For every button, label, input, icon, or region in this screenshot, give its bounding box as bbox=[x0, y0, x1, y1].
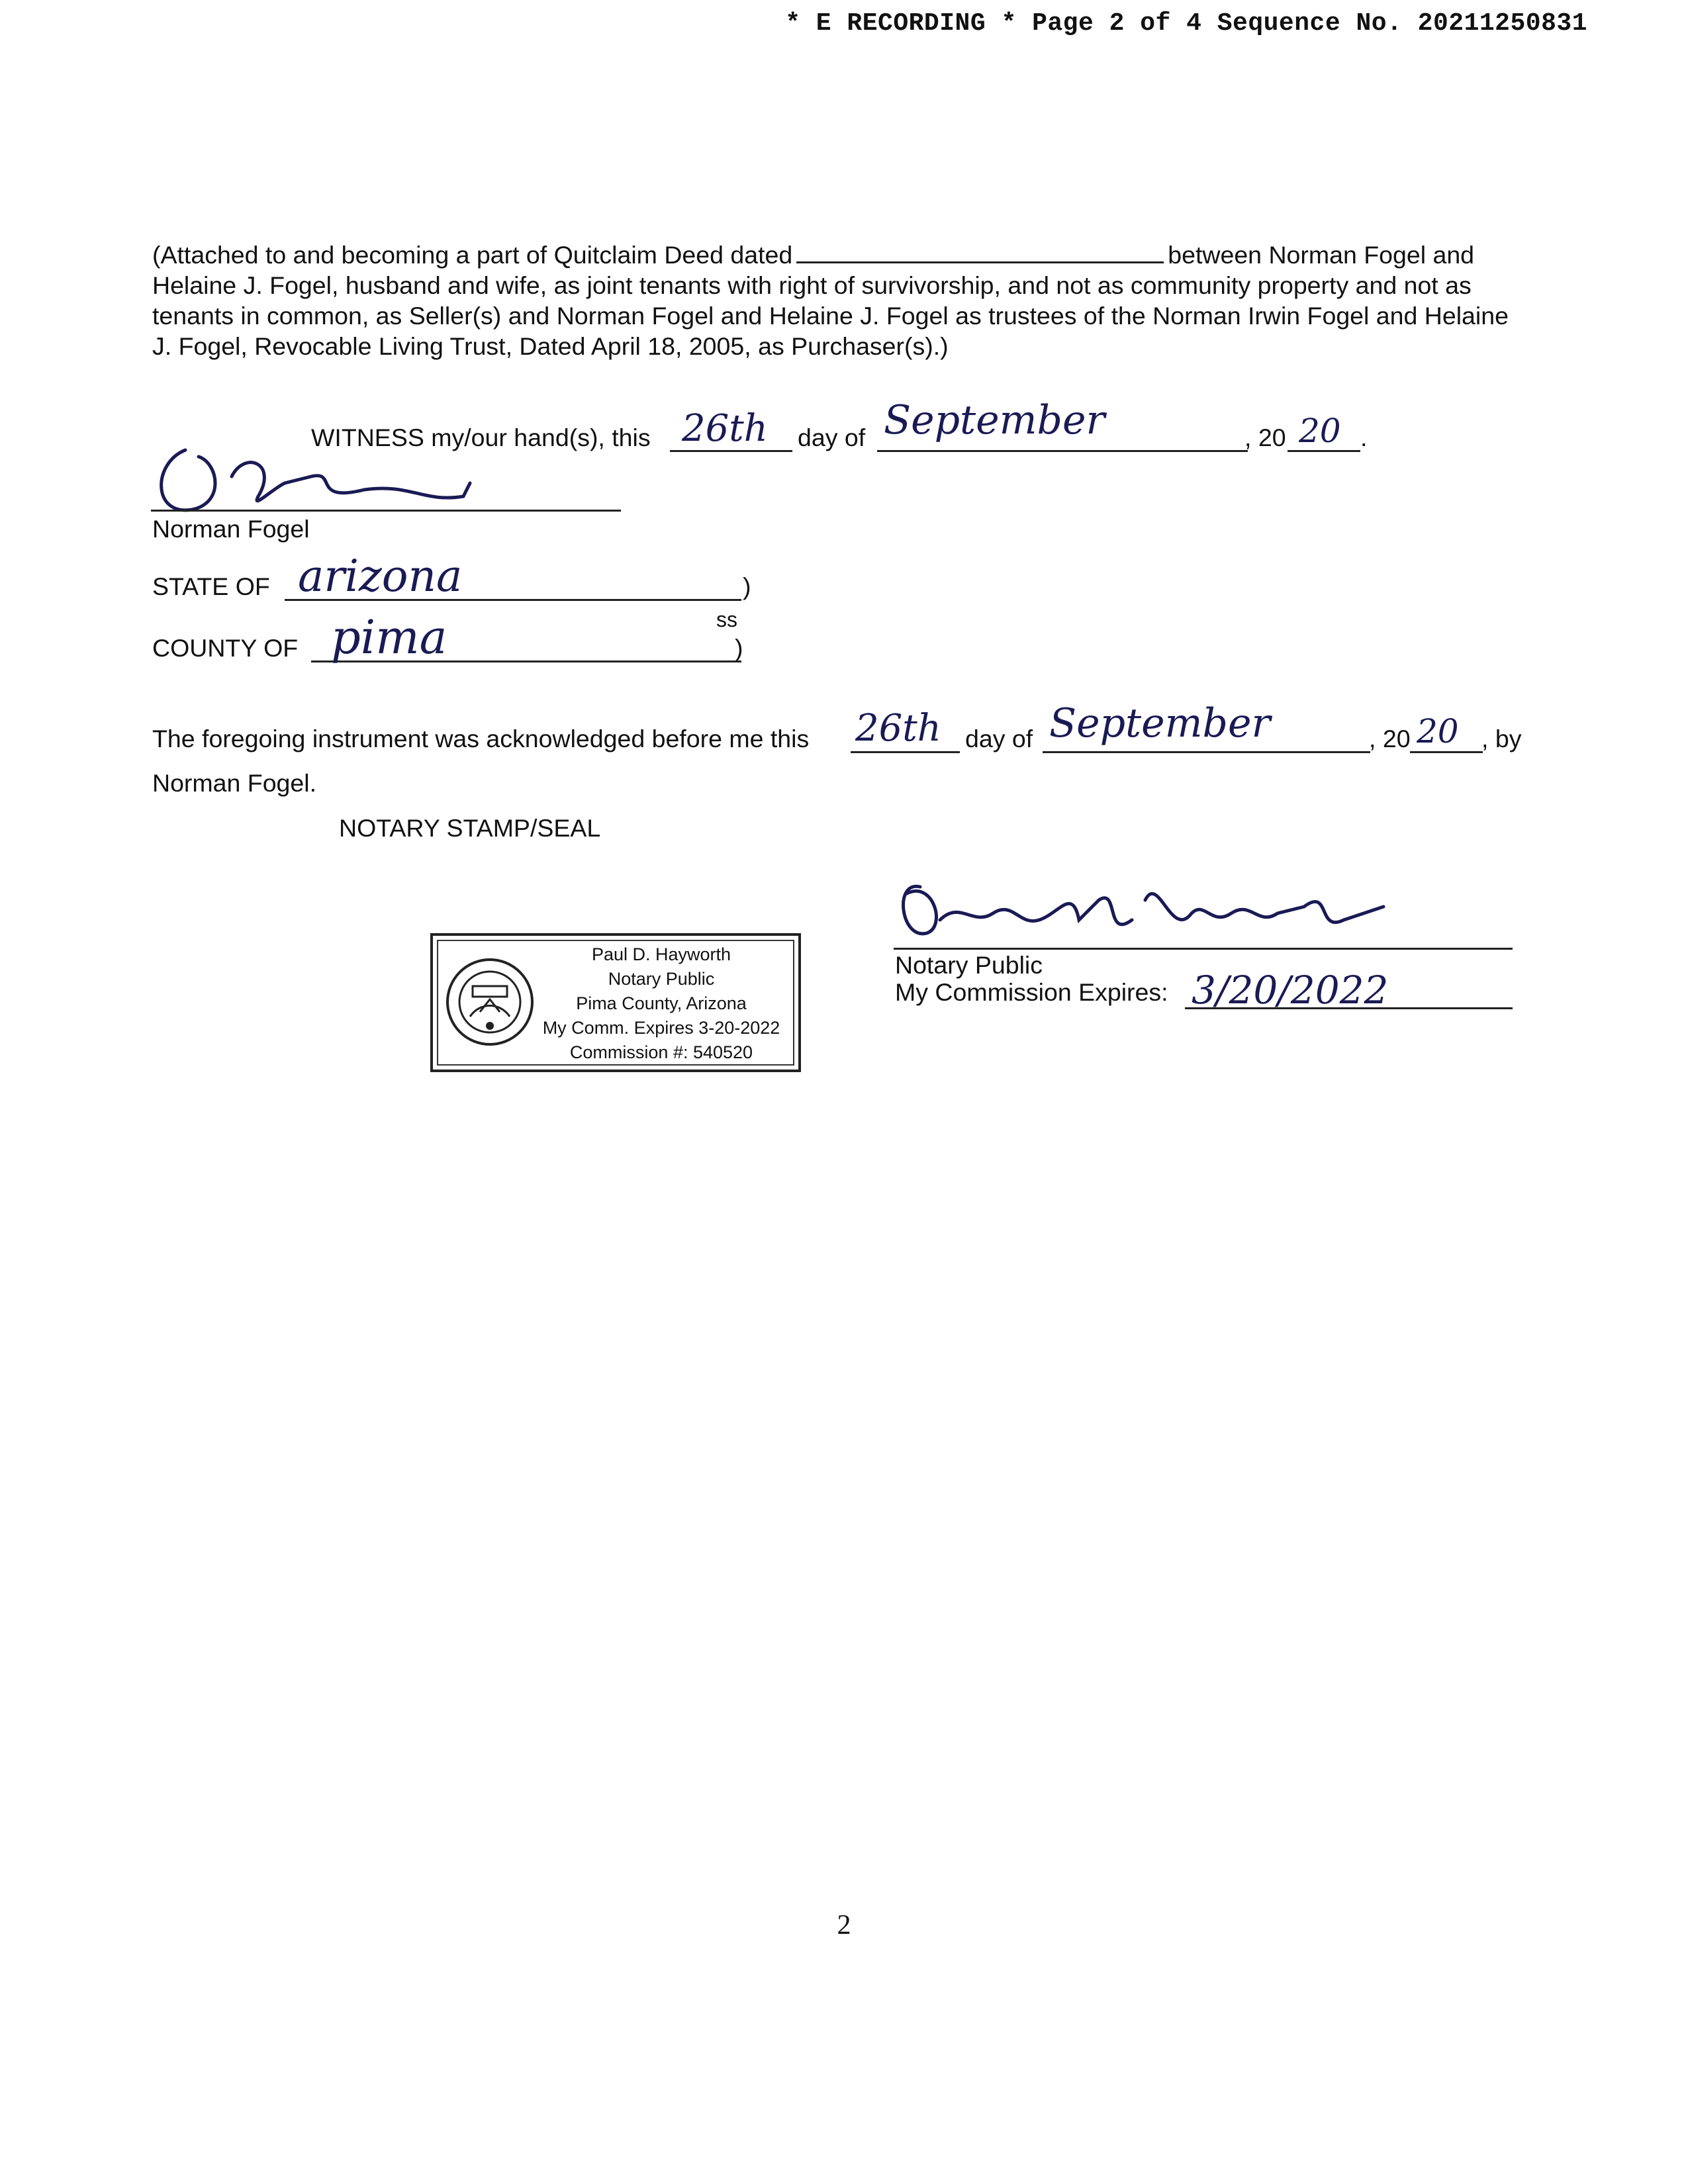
witness-prefix: WITNESS my/our hand(s), this bbox=[311, 424, 651, 451]
attachment-text-part2: between Norman Fogel and Helaine J. Fogel, husband and wife, as joint tenants with right of survivorship, and not as community property and not as tenants in common, as Seller(s) and Norman Fogel and Helaine J. Fogel as trustees of the Norman Irwin Fogel and Helaine J. Fogel, Revocable Living Trust, Dated April 18, 2005, as Purchaser(s).) bbox=[152, 241, 1509, 360]
notary-commission-label: My Commission Expires: bbox=[895, 978, 1168, 1006]
arizona-state-seal-icon bbox=[444, 956, 536, 1048]
stamp-county: Pima County, Arizona bbox=[576, 993, 747, 1013]
ack-year-prefix: , 20 bbox=[1369, 725, 1411, 752]
ack-month-line bbox=[1043, 751, 1370, 753]
county-label: COUNTY OF bbox=[152, 634, 299, 662]
ss-mark: ss bbox=[716, 608, 737, 631]
witness-year-prefix: , 20 bbox=[1244, 424, 1286, 451]
notary-expires-handwritten: 3/20/2022 bbox=[1192, 968, 1389, 1013]
witness-month-handwritten: September bbox=[884, 397, 1105, 443]
ack-suffix: , by bbox=[1481, 725, 1522, 752]
notary-stamp-text bbox=[539, 942, 784, 1065]
witness-year-line bbox=[1288, 450, 1360, 452]
signer-name: Norman Fogel bbox=[152, 515, 310, 543]
ack-month-handwritten: September bbox=[1049, 700, 1271, 747]
recording-header: * E RECORDING * Page 2 of 4 Sequence No. 20211250831 bbox=[785, 9, 1587, 38]
witness-year-handwritten: 20 bbox=[1299, 412, 1341, 450]
county-handwritten: pima bbox=[331, 610, 447, 664]
state-paren: ) bbox=[743, 572, 751, 600]
ack-year-line bbox=[1410, 751, 1483, 753]
ack-year-handwritten: 20 bbox=[1417, 712, 1459, 751]
stamp-commission-number: Commission #: 540520 bbox=[569, 1042, 753, 1062]
witness-suffix: . bbox=[1360, 424, 1368, 451]
witness-day-line bbox=[670, 450, 792, 452]
ack-day-of: day of bbox=[965, 725, 1033, 752]
page-number: 2 bbox=[837, 1910, 851, 1940]
witness-day-of: day of bbox=[798, 424, 866, 451]
stamp-expiration: My Comm. Expires 3-20-2022 bbox=[542, 1018, 780, 1038]
ack-name-line: Norman Fogel. bbox=[152, 769, 317, 797]
stamp-notary-title: Notary Public bbox=[608, 969, 715, 989]
state-handwritten: arizona bbox=[298, 551, 463, 602]
notary-stamp bbox=[430, 933, 801, 1072]
ack-day-handwritten: 26th bbox=[855, 707, 941, 750]
ack-day-line bbox=[851, 751, 960, 753]
signer-signature-line bbox=[151, 510, 621, 512]
notary-title: Notary Public bbox=[895, 951, 1043, 979]
notary-signature-line bbox=[894, 948, 1513, 950]
attachment-paragraph bbox=[152, 240, 1529, 361]
county-paren: ) bbox=[735, 634, 743, 662]
notary-stamp-label: NOTARY STAMP/SEAL bbox=[339, 814, 601, 842]
witness-day-handwritten: 26th bbox=[682, 407, 768, 450]
state-label: STATE OF bbox=[152, 572, 270, 600]
attachment-text-part1: (Attached to and becoming a part of Quitclaim Deed dated bbox=[152, 241, 793, 269]
witness-month-line bbox=[877, 450, 1248, 452]
notary-signature-image bbox=[880, 860, 1423, 966]
deed-date-blank bbox=[796, 242, 1164, 263]
stamp-notary-name: Paul D. Hayworth bbox=[591, 944, 731, 964]
ack-prefix: The foregoing instrument was acknowledged before me this bbox=[152, 725, 810, 752]
